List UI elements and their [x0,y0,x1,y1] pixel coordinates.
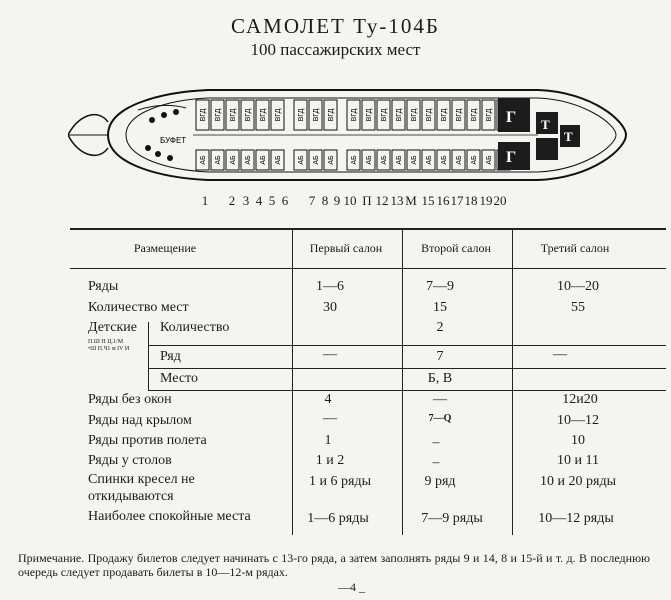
galley-label-bottom: Г [506,149,517,166]
cell-rows-third: 10—20 [557,279,599,294]
seat-letters-left: ВГД [328,108,335,122]
row-label-no-windows: Ряды без окон [88,392,172,407]
seat-letters-left: ВГД [456,108,463,122]
seat-letters-right: АБ [245,155,252,165]
seat-letters-right: АБ [200,155,207,165]
seat-letters-right: АБ [471,155,478,165]
toilet-label-2: Т [564,129,573,144]
seat-letters-left: ВГД [471,108,478,122]
seat-letters-right: АБ [396,155,403,165]
header-second-salon: Второй салон [421,241,491,255]
cell-tables-first: 1 и 2 [315,453,345,468]
footnote: Примечание. Продажу билетов следует начинать с 13-го ряда, а затем заполнять ряды 9 и 14, 8 и 15-й и т. д. В последнюю очередь следует продавать билеты в 10—12-м рядах. [18,551,650,579]
row-label-kids-row: Ряд [160,349,181,364]
cell-seats-first: 30 [323,300,337,315]
seat-letters-left: ВГД [298,108,305,122]
row-number: 5 [268,193,276,208]
cell-kids-count-second: 2 [436,320,444,335]
cell-tables-third: 10 и 11 [557,453,599,468]
seat-letters-right: АБ [366,155,373,165]
cell-quiet-third: 10—12 ряды [538,511,614,526]
cell-quiet-first: 1—6 ряды [307,511,369,526]
aircraft-seat-map [68,80,628,190]
seat-letters-left: ВГД [313,108,320,122]
cell-kids-row-first: — [323,347,337,362]
cell-backs-third: 10 и 20 ряды [540,474,616,489]
cell-no-windows-first: 4 [324,392,332,407]
row-number: П [362,193,372,208]
table-header-rule [70,268,666,269]
seat-letters-right: АБ [298,155,305,165]
row-label-backs-1: Спинки кресел не [88,472,195,487]
row-number: 6 [281,193,289,208]
toilet-label-1: Т [541,117,550,132]
cell-wing-second: 7—Q [428,413,452,424]
row-number: 9 [333,193,341,208]
cell-backs-first: 1 и 6 ряды [309,474,371,489]
seat-letters-right: АБ [351,155,358,165]
header-first-salon: Первый салон [309,241,383,255]
seat-letters-right: АБ [486,155,493,165]
seat-letters-left: ВГД [200,108,207,122]
row-number: М [405,193,417,208]
row-number: 19 [479,193,493,208]
row-label-kids-place: Место [160,371,198,386]
col-divider-1 [292,230,293,535]
seat-letters-right: АБ [275,155,282,165]
table-top-rule [70,228,666,230]
cell-against-first: 1 [324,433,332,448]
cell-seats-second: 15 [433,300,447,315]
buffet-label: БУФЕТ [160,136,187,145]
header-third-salon: Третий салон [540,241,610,255]
row-label-rows: Ряды [88,279,119,294]
seat-letters-left: ВГД [396,108,403,122]
row-number: 15 [421,193,435,208]
row-number: 17 [450,193,464,208]
row-label-backs-2: откидываются [88,489,174,504]
cell-wing-first: — [323,411,337,426]
seat-letters-left: ВГД [381,108,388,122]
kids-rule-1 [148,345,666,346]
cell-against-third: 10 [571,433,585,448]
seat-letters-right: АБ [328,155,335,165]
seat-letters-right: АБ [313,155,320,165]
cell-backs-second: 9 ряд [424,474,456,489]
cell-wing-third: 10—12 [557,413,599,428]
seat-letters-right: АБ [230,155,237,165]
row-label-wing: Ряды над крылом [88,413,192,428]
seat-letters-right: АБ [411,155,418,165]
seat-letters-left: ВГД [215,108,222,122]
row-number: 13 [390,193,404,208]
row-label-against: Ряды против полета [88,433,207,448]
row-number: 18 [464,193,478,208]
page-title: САМОЛЕТ Ту-104Б [231,14,440,38]
seat-letters-left: ВГД [245,108,252,122]
kids-rule-2 [148,368,666,369]
kids-code-line-2: •Ш П.Ч1 м IV И [88,346,130,352]
row-number: 2 [228,193,236,208]
seat-letters-left: ВГД [411,108,418,122]
row-label-kids-count: Количество [160,320,230,335]
seat-letters-left: ВГД [260,108,267,122]
toilet-block-bottom [536,138,558,160]
seat-letters-right: АБ [381,155,388,165]
row-label-seats: Количество мест [88,300,189,315]
row-number: 7 [308,193,316,208]
seat-letters-right: АБ [441,155,448,165]
row-number: 10 [343,193,357,208]
page-number: —4 _ [338,580,365,594]
cell-against-second: – [432,435,440,450]
cell-kids-place-second: Б, В [427,371,453,386]
kids-code-line-1: П.Ш П Ц.1/М [88,339,124,345]
cell-kids-row-second: 7 [436,349,444,364]
seat-letters-left: ВГД [351,108,358,122]
seat-letters-left: ВГД [441,108,448,122]
seat-letters-left: ВГД [230,108,237,122]
row-label-kids: Детские [88,320,137,335]
seat-letters-right: АБ [260,155,267,165]
col-divider-2 [402,230,403,535]
row-number: 3 [242,193,250,208]
cell-kids-row-third: — [553,347,567,362]
cell-no-windows-third: 12и20 [562,392,598,407]
row-number: 8 [321,193,329,208]
seat-letters-left: ВГД [366,108,373,122]
cell-no-windows-second: — [433,392,447,407]
seat-letters-right: АБ [215,155,222,165]
row-number: 12 [375,193,389,208]
seat-letters-left: ВГД [426,108,433,122]
galley-label-top: Г [506,109,517,126]
row-number: 16 [436,193,450,208]
row-label-quiet: Наиболее спокойные места [88,509,251,524]
cell-rows-first: 1—6 [316,279,344,294]
kids-bracket [148,322,149,390]
seat-letters-left: ВГД [486,108,493,122]
col-divider-3 [512,230,513,535]
seat-letters-left: ВГД [275,108,282,122]
seat-letters-right: АБ [456,155,463,165]
cell-quiet-second: 7—9 ряды [421,511,483,526]
cell-tables-second: – [432,455,440,470]
row-number: 20 [493,193,507,208]
kids-rule-3 [148,390,666,391]
cell-rows-second: 7—9 [426,279,454,294]
buffet-area [138,105,186,161]
row-number: 1 [201,193,209,208]
seat-letters-right: АБ [426,155,433,165]
row-number: 4 [255,193,263,208]
cell-seats-third: 55 [571,300,585,315]
row-label-tables: Ряды у столов [88,453,172,468]
header-placement: Размещение [133,241,197,255]
page-subtitle: 100 пассажирских мест [250,40,421,59]
